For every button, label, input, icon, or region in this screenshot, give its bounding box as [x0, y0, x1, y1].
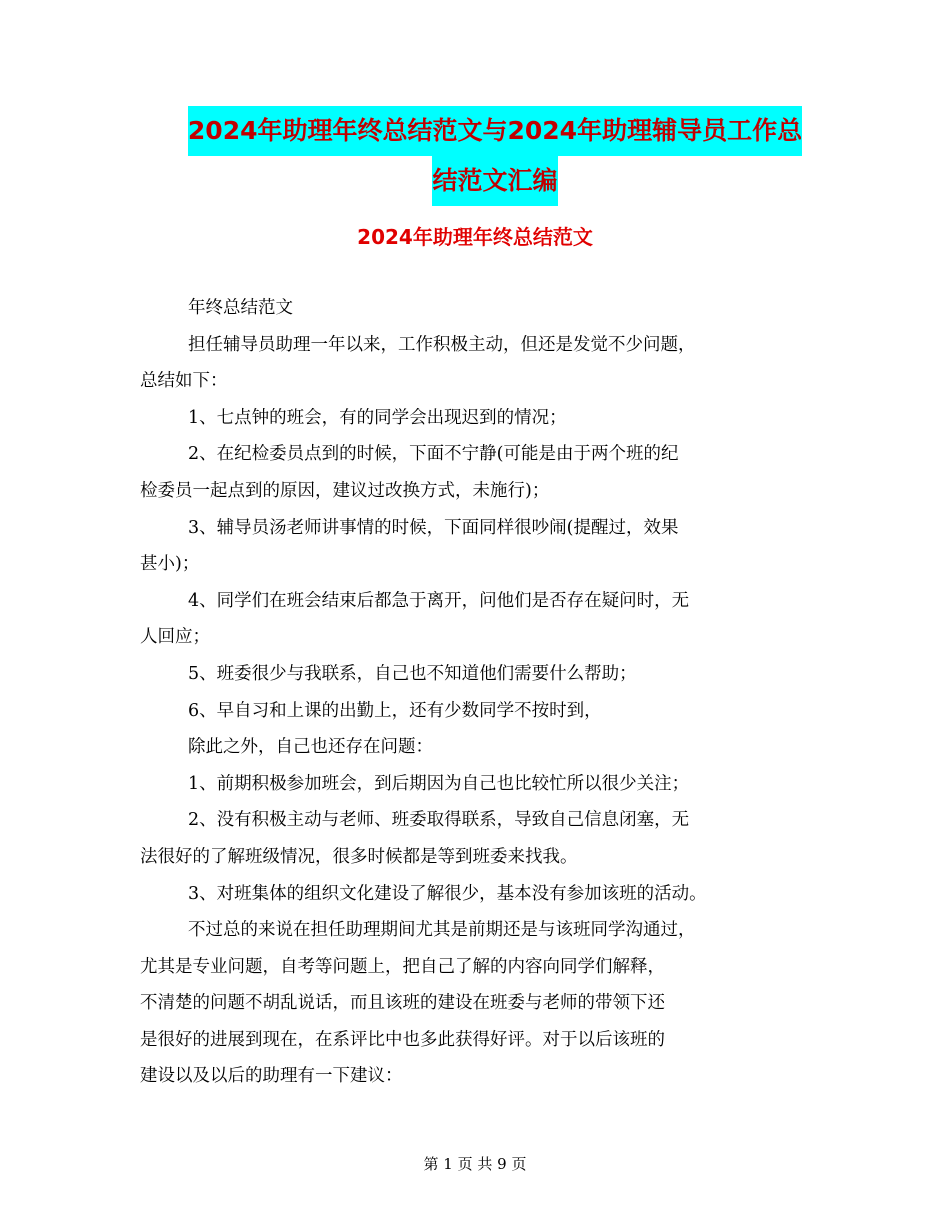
body-line: 不过总的来说在担任助理期间尤其是前期还是与该班同学沟通过， — [188, 920, 696, 941]
body-line: 年终总结范文 — [188, 298, 293, 318]
body-line: 人回应； — [140, 627, 210, 648]
body-line: 甚小)； — [140, 554, 200, 575]
body-line: 是很好的进展到现在，在系评比中也多此获得好评。对于以后该班的 — [140, 1029, 665, 1050]
body-line: 建设以及以后的助理有一下建议： — [140, 1066, 403, 1087]
body-line: 3、辅导员汤老师讲事情的时候，下面同样很吵闹(提醒过，效果 — [188, 517, 679, 538]
body-line: 2、没有积极主动与老师、班委取得联系，导致自己信息闭塞，无 — [188, 810, 690, 831]
body-line: 法很好的了解班级情况，很多时候都是等到班委来找我。 — [140, 846, 578, 867]
body-line: 4、同学们在班会结束后都急于离开，问他们是否存在疑问时，无 — [188, 590, 690, 611]
body-line: 总结如下： — [140, 371, 228, 392]
document-body — [140, 290, 820, 1095]
section-heading: 2024年助理年终总结范文 — [357, 225, 593, 249]
body-line: 2、在纪检委员点到的时候，下面不宁静(可能是由于两个班的纪 — [188, 444, 679, 465]
body-line: 3、对班集体的组织文化建设了解很少，基本没有参加该班的活动。 — [188, 883, 707, 904]
title-line-2: 结范文汇编 — [432, 156, 557, 206]
body-line: 1、七点钟的班会，有的同学会出现迟到的情况； — [188, 407, 567, 428]
body-line: 担任辅导员助理一年以来，工作积极主动，但还是发觉不少问题， — [188, 334, 696, 355]
body-line: 尤其是专业问题，自考等问题上，把自己了解的内容向同学们解释， — [140, 956, 665, 977]
document-title — [140, 106, 850, 206]
body-line: 不清楚的问题不胡乱说话，而且该班的建设在班委与老师的带领下还 — [140, 993, 665, 1014]
body-line: 检委员一起点到的原因，建议过改换方式，未施行)； — [140, 480, 550, 501]
body-line: 6、早自习和上课的出勤上，还有少数同学不按时到， — [188, 700, 602, 721]
title-line-1: 2024年助理年终总结范文与2024年助理辅导员工作总 — [188, 106, 802, 156]
body-line: 5、班委很少与我联系，自己也不知道他们需要什么帮助； — [188, 663, 637, 684]
body-line: 除此之外，自己也还存在问题： — [188, 737, 433, 758]
body-line: 1、前期积极参加班会，到后期因为自己也比较忙所以很少关注； — [188, 773, 690, 794]
page-footer: 第 1 页 共 9 页 — [423, 1155, 527, 1173]
